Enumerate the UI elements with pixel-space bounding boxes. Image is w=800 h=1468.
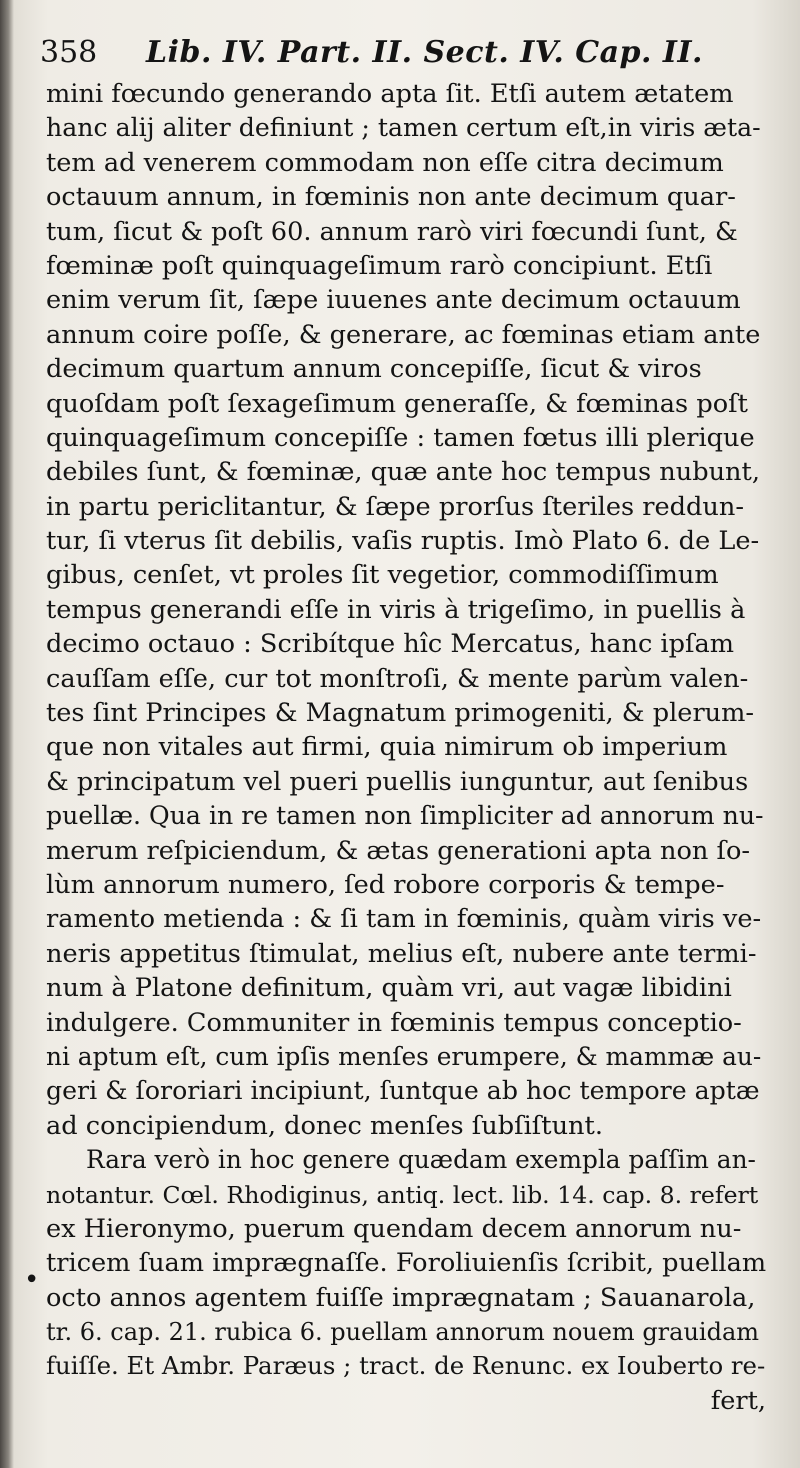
text-line: annum coire poſſe, & generare, ac fœminas etiam ante: [46, 319, 761, 350]
body-text: [46, 77, 766, 1418]
text-line: tur, ſi vterus ſit debilis, vaſis ruptis. Imò Plato 6. de Le-: [46, 526, 760, 557]
text-line: cauſſam eſſe, cur tot monſtroſi, & mente parùm valen-: [46, 663, 749, 694]
text-line: debiles ſunt, & fœminæ, quæ ante hoc tempus nubunt,: [46, 457, 760, 488]
text-line: puellæ. Qua in re tamen non ſimpliciter ad annorum nu-: [46, 801, 764, 831]
text-line: tempus generandi eſſe in viris à trigeſimo, in puellis à: [46, 594, 746, 625]
text-line: decimo octauo : Scribítque hîc Mercatus, hanc ipſam: [46, 629, 734, 660]
text-line: mini fœcundo generando apta ſit. Etſi autem ætatem: [46, 79, 734, 109]
text-line: que non vitales aut firmi, quia nimirum ob imperium: [46, 732, 728, 763]
text-line: tem ad venerem commodam non eſſe citra decimum: [46, 147, 724, 178]
text-line: tricem ſuam imprægnaſſe. Foroliuienſis ſcribit, puellam: [46, 1248, 767, 1279]
text-line: enim verum ſit, ſæpe iuuenes ante decimum octauum: [46, 285, 741, 316]
page-header: [40, 28, 760, 78]
text-line: octo annos agentem fuiſſe imprægnatam ; Sauanarola,: [46, 1282, 756, 1313]
text-line: indulgere. Communiter in fœminis tempus conceptio-: [46, 1007, 742, 1038]
text-line: hanc alij aliter definiunt ; tamen certum eſt,in viris æta-: [46, 113, 761, 143]
text-line: notantur. Cœl. Rhodiginus, antiq. lect. lib. 14. cap. 8. refert: [46, 1180, 759, 1209]
text-line: ad concipiendum, donec menſes ſubſiſtunt.: [46, 1110, 603, 1141]
text-line: tr. 6. cap. 21. rubica 6. puellam annorum nouem grauidam: [46, 1318, 760, 1347]
text-line: gibus, cenſet, vt proles ſit vegetior, commodiſſimum: [46, 560, 719, 591]
text-line: ramento metienda : & ſi tam in fœminis, quàm viris ve-: [46, 904, 762, 935]
running-head: Lib. IV. Part. II. Sect. IV. Cap. II.: [146, 35, 703, 70]
margin-mark: •: [24, 1265, 40, 1295]
text-line: & principatum vel pueri puellis iunguntur, aut ſenibus: [46, 766, 749, 797]
text-line: ex Hieronymo, puerum quendam decem annorum nu-: [46, 1213, 742, 1244]
text-line: tum, ſicut & poſt 60. annum rarò viri fœcundi ſunt, &: [46, 216, 738, 247]
text-line: decimum quartum annum concepiſſe, ſicut & viros: [46, 354, 702, 385]
text-line: merum reſpiciendum, & ætas generationi apta non ſo-: [46, 835, 751, 866]
text-line: tes ſint Principes & Magnatum primogeniti, & plerum-: [46, 698, 755, 729]
text-line: ni aptum eſt, cum ipſis menſes erumpere, & mammæ au-: [46, 1041, 762, 1071]
text-line: neris appetitus ſtimulat, melius eſt, nubere ante termi-: [46, 938, 757, 969]
text-line: fœminæ poſt quinquageſimum rarò concipiunt. Etſi: [46, 250, 713, 281]
text-line: Rara verò in hoc genere quædam exempla paſſim an-: [86, 1145, 756, 1175]
text-line: lùm annorum numero, ſed robore corporis & tempe-: [46, 869, 725, 900]
text-line: geri & ſororiari incipiunt, ſuntque ab hoc tempore aptæ: [46, 1076, 760, 1106]
text-line: quinquageſimum concepiſſe : tamen fœtus illi plerique: [46, 422, 755, 453]
text-line: fert,: [710, 1385, 766, 1416]
text-line: in partu periclitantur, & ſæpe prorſus ſteriles reddun-: [46, 491, 745, 522]
text-line: octauum annum, in fœminis non ante decimum quar-: [46, 182, 736, 213]
text-line: num à Platone definitum, quàm vri, aut vagæ libidini: [46, 973, 732, 1004]
text-line: quoſdam poſt ſexageſimum generaſſe, & fœminas poſt: [46, 388, 748, 419]
text-line: fuiſſe. Et Ambr. Paræus ; tract. de Renunc. ex Iouberto re-: [46, 1351, 766, 1381]
page-number: 358: [40, 35, 98, 70]
